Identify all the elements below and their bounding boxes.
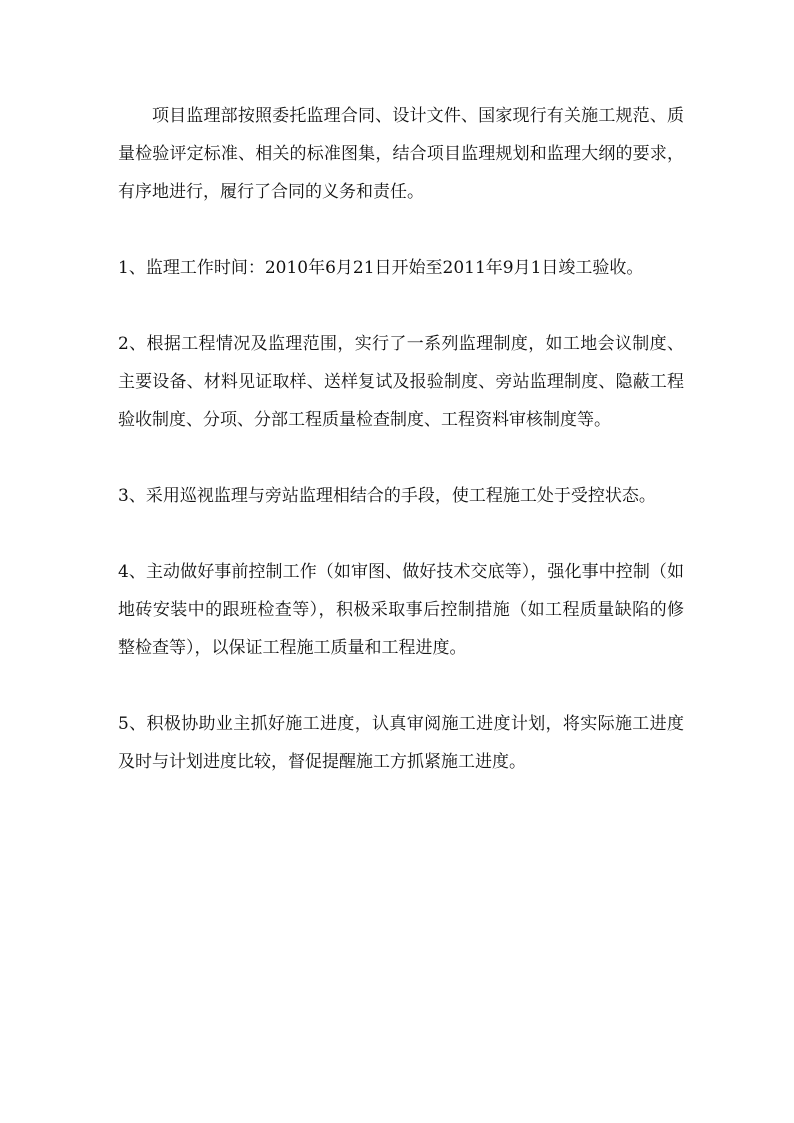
item-paragraph-4: 4、主动做好事前控制工作（如审图、做好技术交底等），强化事中控制（如地砖安装中的跟班检查等），积极采取事后控制措施（如工程质量缺陷的修整检查等），以保证工程施工质量和工程进度。 xyxy=(118,562,684,658)
intro-paragraph: 项目监理部按照委托监理合同、设计文件、国家现行有关施工规范、质量检验评定标准、相关的标准图集，结合项目监理规划和监理大纲的要求，有序地进行，履行了合同的义务和责任。 xyxy=(118,106,684,202)
item-paragraph-1: 1、监理工作时间：2010年6月21日开始至2011年9月1日竣工验收。 xyxy=(118,258,644,278)
document-body xyxy=(118,97,684,781)
item-paragraph-2: 2、根据工程情况及监理范围，实行了一系列监理制度，如工地会议制度、主要设备、材料见证取样、送样复试及报验制度、旁站监理制度、隐蔽工程验收制度、分项、分部工程质量检查制度、工程资料审核制度等。 xyxy=(118,334,684,430)
item-paragraph-5: 5、积极协助业主抓好施工进度，认真审阅施工进度计划，将实际施工进度及时与计划进度比较，督促提醒施工方抓紧施工进度。 xyxy=(118,714,684,772)
item-paragraph-3: 3、采用巡视监理与旁站监理相结合的手段，使工程施工处于受控状态。 xyxy=(118,486,656,506)
